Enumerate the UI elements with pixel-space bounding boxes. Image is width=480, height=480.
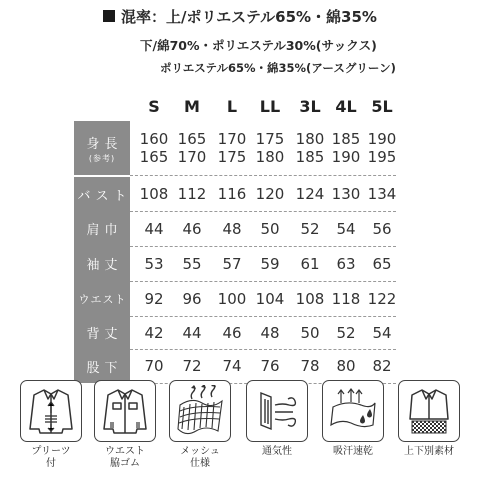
table-cell bbox=[362, 211, 402, 246]
feature-item bbox=[94, 380, 156, 470]
cell-value: 63 bbox=[336, 254, 356, 273]
cell-value: 92 bbox=[144, 289, 164, 308]
table-cell bbox=[134, 121, 174, 175]
waist-rubber-jacket-icon bbox=[94, 380, 156, 442]
table-cell bbox=[134, 281, 174, 316]
table-cell bbox=[362, 316, 402, 349]
cell-value: 165 bbox=[177, 130, 207, 148]
cell-value: 50 bbox=[300, 323, 320, 342]
table-cell bbox=[212, 349, 252, 383]
cell-value: 44 bbox=[144, 219, 164, 238]
table-cell bbox=[326, 281, 366, 316]
row-label bbox=[74, 281, 130, 316]
cell-value: 180 bbox=[295, 130, 325, 148]
size-label: LL bbox=[259, 97, 281, 116]
feature-caption bbox=[94, 446, 156, 470]
feature-caption-line: ウエスト bbox=[105, 446, 145, 457]
cell-value: 48 bbox=[260, 323, 280, 342]
table-cell bbox=[134, 177, 174, 211]
table-cell bbox=[250, 177, 290, 211]
cell-value: 100 bbox=[217, 289, 247, 308]
table-cell bbox=[172, 246, 212, 281]
feature-caption-line: 上下別素材 bbox=[404, 446, 454, 457]
feature-item bbox=[169, 380, 231, 470]
cell-value: 74 bbox=[222, 357, 242, 375]
row-label bbox=[74, 316, 130, 349]
cell-value: 104 bbox=[255, 289, 285, 308]
cell-value: 185 bbox=[295, 148, 325, 166]
table-cell bbox=[212, 281, 252, 316]
cell-value: 52 bbox=[300, 219, 320, 238]
table-cell bbox=[212, 177, 252, 211]
pleats-jacket-icon bbox=[20, 380, 82, 442]
cell-value: 76 bbox=[260, 357, 280, 375]
table-cell bbox=[326, 316, 366, 349]
cell-value: 72 bbox=[182, 357, 202, 375]
feature-caption-line: メッシュ bbox=[180, 446, 220, 457]
cell-value: 190 bbox=[367, 130, 397, 148]
cell-value: 70 bbox=[144, 357, 164, 375]
table-cell bbox=[362, 177, 402, 211]
table-cell bbox=[212, 121, 252, 175]
breathable-icon bbox=[246, 380, 308, 442]
composition-line-1: 混率：上/ポリエステル65%・綿35% bbox=[121, 8, 377, 26]
row-label bbox=[74, 211, 130, 246]
cell-value: 57 bbox=[222, 254, 242, 273]
feature-caption-line: 吸汗速乾 bbox=[333, 446, 373, 457]
cell-value: 190 bbox=[331, 148, 361, 166]
mesh-fabric-icon bbox=[169, 380, 231, 442]
table-cell bbox=[290, 121, 330, 175]
size-label: 5L bbox=[371, 97, 393, 116]
cell-value: 122 bbox=[367, 289, 397, 308]
cell-value: 59 bbox=[260, 254, 280, 273]
cell-value: 108 bbox=[295, 289, 325, 308]
cell-value: 108 bbox=[139, 185, 169, 203]
table-cell bbox=[134, 246, 174, 281]
cell-value: 54 bbox=[336, 219, 356, 238]
cell-value: 170 bbox=[217, 130, 247, 148]
feature-item bbox=[398, 380, 460, 458]
cell-value: 165 bbox=[139, 148, 169, 166]
table-cell bbox=[172, 121, 212, 175]
table-cell bbox=[362, 246, 402, 281]
composition-line-2: 下/綿70%・ポリエステル30%(サックス) bbox=[140, 38, 377, 53]
cell-value: 54 bbox=[372, 323, 392, 342]
row-label bbox=[74, 246, 130, 281]
cell-value: 52 bbox=[336, 323, 356, 342]
cell-value: 120 bbox=[255, 185, 285, 203]
cell-value: 180 bbox=[255, 148, 285, 166]
cell-value: 55 bbox=[182, 254, 202, 273]
table-cell bbox=[362, 349, 402, 383]
feature-caption bbox=[322, 446, 384, 458]
cell-value: 61 bbox=[300, 254, 320, 273]
size-label: L bbox=[226, 97, 238, 116]
cell-value: 185 bbox=[331, 130, 361, 148]
table-cell bbox=[212, 316, 252, 349]
table-cell bbox=[250, 211, 290, 246]
cell-value: 56 bbox=[372, 219, 392, 238]
table-cell bbox=[290, 349, 330, 383]
cell-value: 96 bbox=[182, 289, 202, 308]
cell-value: 175 bbox=[217, 148, 247, 166]
table-cell bbox=[290, 316, 330, 349]
feature-item bbox=[20, 380, 82, 470]
table-row bbox=[74, 316, 396, 349]
row-label bbox=[74, 177, 130, 211]
table-cell bbox=[172, 177, 212, 211]
cell-value: 134 bbox=[367, 185, 397, 203]
size-label: S bbox=[148, 97, 160, 116]
cell-value: 46 bbox=[182, 219, 202, 238]
table-cell bbox=[326, 121, 366, 175]
cell-value: 42 bbox=[144, 323, 164, 342]
composition-line-3: ポリエステル65%・綿35%(アースグリーン) bbox=[160, 61, 396, 75]
cell-value: 53 bbox=[144, 254, 164, 273]
table-row bbox=[74, 121, 396, 175]
table-cell bbox=[172, 316, 212, 349]
feature-caption-line: プリーツ bbox=[31, 446, 71, 457]
size-label: M bbox=[184, 97, 200, 116]
cell-value: 112 bbox=[177, 185, 207, 203]
table-row bbox=[74, 281, 396, 316]
cell-value: 80 bbox=[336, 357, 356, 375]
size-header-row bbox=[130, 97, 392, 119]
row-label-note: (参考) bbox=[88, 153, 116, 163]
table-cell bbox=[326, 177, 366, 211]
separate-material-icon bbox=[398, 380, 460, 442]
row-label bbox=[74, 349, 130, 383]
table-cell bbox=[172, 349, 212, 383]
table-row bbox=[74, 211, 396, 246]
cell-value: 170 bbox=[177, 148, 207, 166]
cell-value: 82 bbox=[372, 357, 392, 375]
table-cell bbox=[362, 281, 402, 316]
table-row bbox=[74, 349, 396, 383]
row-label-text: 背丈 bbox=[86, 327, 123, 342]
feature-caption bbox=[398, 446, 460, 458]
table-cell bbox=[290, 177, 330, 211]
table-cell bbox=[134, 349, 174, 383]
table-cell bbox=[172, 211, 212, 246]
fabric-composition bbox=[0, 0, 480, 90]
size-label: 4L bbox=[335, 97, 357, 116]
table-cell bbox=[290, 211, 330, 246]
table-cell bbox=[250, 349, 290, 383]
feature-icons bbox=[0, 380, 480, 480]
table-cell bbox=[250, 246, 290, 281]
cell-value: 44 bbox=[182, 323, 202, 342]
table-cell bbox=[134, 211, 174, 246]
feature-caption-line: 仕様 bbox=[190, 458, 210, 469]
table-cell bbox=[326, 211, 366, 246]
table-row bbox=[74, 177, 396, 211]
table-row bbox=[74, 246, 396, 281]
row-divider bbox=[130, 175, 396, 176]
table-cell bbox=[290, 281, 330, 316]
table-cell bbox=[326, 349, 366, 383]
table-cell bbox=[326, 246, 366, 281]
feature-item bbox=[246, 380, 308, 458]
feature-caption-line: 通気性 bbox=[262, 446, 292, 457]
table-cell bbox=[212, 246, 252, 281]
feature-item bbox=[322, 380, 384, 458]
row-label-text: バスト bbox=[77, 188, 132, 204]
table-cell bbox=[250, 121, 290, 175]
row-label-text: 袖丈 bbox=[86, 258, 123, 273]
table-cell bbox=[290, 246, 330, 281]
row-label-text: 身長 bbox=[86, 136, 123, 152]
table-cell bbox=[362, 121, 402, 175]
size-table bbox=[74, 121, 397, 376]
feature-caption-line: 脇ゴム bbox=[110, 458, 140, 469]
cell-value: 65 bbox=[372, 254, 392, 273]
cell-value: 130 bbox=[331, 185, 361, 203]
sweat-absorbing-quick-dry-icon bbox=[322, 380, 384, 442]
cell-value: 78 bbox=[300, 357, 320, 375]
table-cell bbox=[250, 316, 290, 349]
row-label-text: ウエスト bbox=[78, 292, 127, 306]
cell-value: 116 bbox=[217, 185, 247, 203]
table-cell bbox=[212, 211, 252, 246]
feature-caption bbox=[246, 446, 308, 458]
row-label-text: 股下 bbox=[86, 360, 123, 376]
feature-caption-line: 付 bbox=[46, 458, 56, 469]
cell-value: 46 bbox=[222, 323, 242, 342]
cell-value: 124 bbox=[295, 185, 325, 203]
cell-value: 175 bbox=[255, 130, 285, 148]
cell-value: 50 bbox=[260, 219, 280, 238]
table-cell bbox=[134, 316, 174, 349]
row-label-text: 肩巾 bbox=[86, 223, 123, 238]
table-cell bbox=[172, 281, 212, 316]
cell-value: 48 bbox=[222, 219, 242, 238]
size-label: 3L bbox=[299, 97, 321, 116]
row-label bbox=[74, 121, 130, 175]
feature-caption bbox=[20, 446, 82, 470]
feature-caption bbox=[169, 446, 231, 470]
table-cell bbox=[250, 281, 290, 316]
cell-value: 118 bbox=[331, 289, 361, 308]
cell-value: 195 bbox=[367, 148, 397, 166]
bullet-square-icon bbox=[103, 10, 115, 22]
cell-value: 160 bbox=[139, 130, 169, 148]
